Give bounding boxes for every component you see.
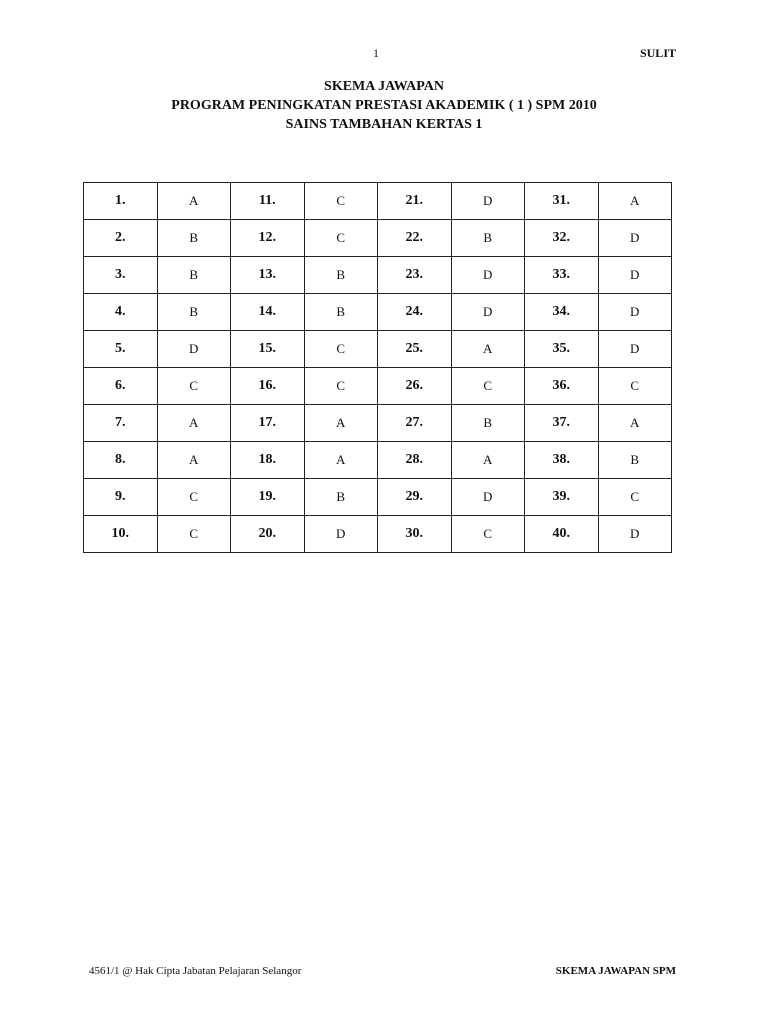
question-number: 22. [378,220,452,257]
table-row [84,220,672,257]
table-row [84,442,672,479]
question-number: 10. [84,516,158,553]
answer-letter: B [304,257,378,294]
question-number: 18. [231,442,305,479]
question-number: 36. [525,368,599,405]
answer-letter: D [451,294,525,331]
answer-letter: B [304,294,378,331]
title-line-1: SKEMA JAWAPAN [324,79,444,94]
answer-letter: C [598,368,672,405]
table-row [84,257,672,294]
question-number: 25. [378,331,452,368]
answer-letter: D [451,257,525,294]
answer-letter: A [598,183,672,220]
question-number: 16. [231,368,305,405]
answer-letter: D [304,516,378,553]
answer-letter: D [451,183,525,220]
answer-letter: A [451,331,525,368]
question-number: 32. [525,220,599,257]
answer-letter: B [451,405,525,442]
question-number: 9. [84,479,158,516]
title-line-3: SAINS TAMBAHAN KERTAS 1 [285,117,483,132]
answer-letter: B [157,294,231,331]
question-number: 34. [525,294,599,331]
answer-letter: C [451,516,525,553]
answer-letter: A [598,405,672,442]
question-number: 17. [231,405,305,442]
answer-letter: C [304,220,378,257]
table-row [84,331,672,368]
question-number: 38. [525,442,599,479]
document-title [0,77,768,134]
question-number: 26. [378,368,452,405]
classification-label: SULIT [639,46,676,60]
table-row [84,183,672,220]
question-number: 21. [378,183,452,220]
answer-letter: D [598,220,672,257]
question-number: 15. [231,331,305,368]
question-number: 29. [378,479,452,516]
answer-letter: A [157,405,231,442]
answer-letter: C [157,516,231,553]
question-number: 14. [231,294,305,331]
footer-label: SKEMA JAWAPAN SPM [555,965,676,977]
table-row [84,405,672,442]
question-number: 40. [525,516,599,553]
answer-letter: A [157,442,231,479]
table-row [84,294,672,331]
answer-letter: D [157,331,231,368]
answer-letter: C [598,479,672,516]
answer-letter: C [451,368,525,405]
question-number: 1. [84,183,158,220]
answer-letter: D [598,331,672,368]
question-number: 13. [231,257,305,294]
answer-letter: B [157,257,231,294]
answer-letter: C [304,368,378,405]
question-number: 27. [378,405,452,442]
answer-key-table [83,182,672,553]
question-number: 2. [84,220,158,257]
page-number: 1 [373,46,379,60]
answer-letter: C [157,368,231,405]
table-row [84,479,672,516]
question-number: 7. [84,405,158,442]
table-row [84,368,672,405]
question-number: 31. [525,183,599,220]
question-number: 19. [231,479,305,516]
question-number: 6. [84,368,158,405]
question-number: 12. [231,220,305,257]
answer-letter: D [598,294,672,331]
answer-letter: D [598,516,672,553]
question-number: 24. [378,294,452,331]
question-number: 20. [231,516,305,553]
answer-letter: B [157,220,231,257]
answer-letter: B [304,479,378,516]
answer-letter: D [451,479,525,516]
question-number: 33. [525,257,599,294]
answer-letter: B [598,442,672,479]
question-number: 37. [525,405,599,442]
footer-copyright: 4561/1 @ Hak Cipta Jabatan Pelajaran Selangor [89,965,302,977]
question-number: 30. [378,516,452,553]
answer-letter: C [157,479,231,516]
question-number: 39. [525,479,599,516]
answer-letter: D [598,257,672,294]
answer-letter: A [157,183,231,220]
answer-letter: C [304,183,378,220]
question-number: 4. [84,294,158,331]
answer-letter: A [304,442,378,479]
question-number: 8. [84,442,158,479]
question-number: 35. [525,331,599,368]
question-number: 23. [378,257,452,294]
question-number: 3. [84,257,158,294]
answer-letter: B [451,220,525,257]
table-row [84,516,672,553]
answer-letter: A [304,405,378,442]
question-number: 28. [378,442,452,479]
answer-letter: C [304,331,378,368]
question-number: 11. [231,183,305,220]
title-line-2: PROGRAM PENINGKATAN PRESTASI AKADEMIK ( 1 ) SPM 2010 [171,98,597,113]
question-number: 5. [84,331,158,368]
answer-letter: A [451,442,525,479]
